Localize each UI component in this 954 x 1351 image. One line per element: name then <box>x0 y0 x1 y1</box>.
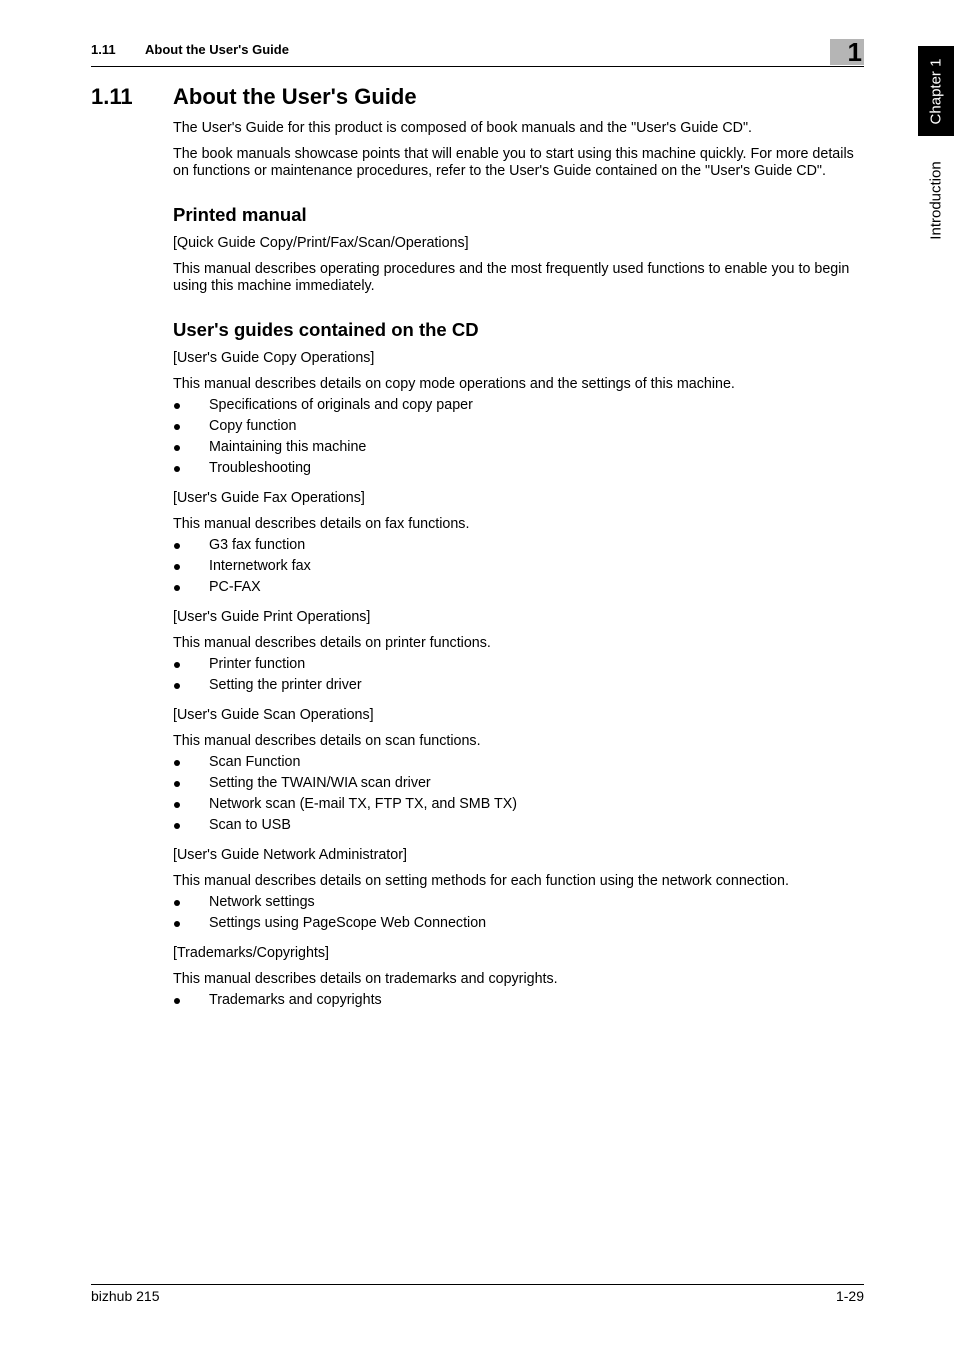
cd-guides-list <box>173 350 868 1013</box>
page-heading-number: 1.11 <box>91 84 133 109</box>
bullet-list <box>173 992 868 1013</box>
cd-guides-heading: User's guides contained on the CD <box>173 319 479 340</box>
footer-product-name: bizhub 215 <box>91 1288 160 1304</box>
bullet-item: Settings using PageScope Web Connection <box>173 915 868 936</box>
guide-label: [User's Guide Network Administrator] <box>173 847 407 863</box>
running-header <box>91 0 864 67</box>
bullet-item: Troubleshooting <box>173 460 868 481</box>
printed-manual-heading: Printed manual <box>173 204 307 225</box>
guide-description: This manual describes operating procedures and the most frequently used functions to enable you to begin using this machine immediately. <box>173 261 850 294</box>
footer-rule <box>91 1284 864 1285</box>
bullet-item: Printer function <box>173 656 868 677</box>
bullet-item: Scan Function <box>173 754 868 775</box>
bullet-item: Network scan (E-mail TX, FTP TX, and SMB TX) <box>173 796 868 817</box>
guide-label: [Quick Guide Copy/Print/Fax/Scan/Operations] <box>173 235 469 251</box>
bullet-item: Scan to USB <box>173 817 868 838</box>
bullet-item: Copy function <box>173 418 868 439</box>
side-tab-section-label: Introduction <box>927 160 945 240</box>
side-tab-section <box>918 150 954 250</box>
guide-label: [User's Guide Scan Operations] <box>173 707 374 723</box>
bullet-item: Maintaining this machine <box>173 439 868 460</box>
guide-label: [User's Guide Print Operations] <box>173 609 371 625</box>
bullet-item: Setting the printer driver <box>173 677 868 698</box>
footer-page-number: 1-29 <box>835 1288 864 1304</box>
bullet-list <box>173 397 868 481</box>
main-content <box>173 120 868 1022</box>
bullet-item: Network settings <box>173 894 868 915</box>
guide-label: [User's Guide Fax Operations] <box>173 490 365 506</box>
guide-description: This manual describes details on setting methods for each function using the network connection. <box>173 873 789 889</box>
page-heading-title: About the User's Guide <box>173 84 417 109</box>
running-header-section-title: About the User's Guide <box>145 42 289 57</box>
intro-paragraph: The book manuals showcase points that will enable you to start using this machine quickly. For more details on functions or maintenance procedures, refer to the User's Guide contained on the "User's Guide CD". <box>173 146 854 179</box>
guide-description: This manual describes details on fax functions. <box>173 516 470 532</box>
bullet-item: Internetwork fax <box>173 558 868 579</box>
bullet-list <box>173 537 868 600</box>
bullet-item: Specifications of originals and copy paper <box>173 397 868 418</box>
bullet-item: Trademarks and copyrights <box>173 992 868 1013</box>
side-tab-chapter-label: Chapter 1 <box>927 58 945 124</box>
bullet-item: Setting the TWAIN/WIA scan driver <box>173 775 868 796</box>
guide-label: [Trademarks/Copyrights] <box>173 945 329 961</box>
bullet-item: G3 fax function <box>173 537 868 558</box>
guide-description: This manual describes details on trademarks and copyrights. <box>173 971 558 987</box>
side-tab-chapter <box>918 46 954 136</box>
guide-description: This manual describes details on printer functions. <box>173 635 491 651</box>
bullet-list <box>173 894 868 936</box>
guide-description: This manual describes details on copy mode operations and the settings of this machine. <box>173 376 735 392</box>
bullet-list <box>173 656 868 698</box>
chapter-number-box: 1 <box>830 39 864 65</box>
guide-description: This manual describes details on scan functions. <box>173 733 481 749</box>
intro-paragraph: The User's Guide for this product is composed of book manuals and the "User's Guide CD". <box>173 120 753 136</box>
running-header-section-number: 1.11 <box>91 42 116 57</box>
bullet-item: PC-FAX <box>173 579 868 600</box>
guide-label: [User's Guide Copy Operations] <box>173 350 375 366</box>
bullet-list <box>173 754 868 838</box>
